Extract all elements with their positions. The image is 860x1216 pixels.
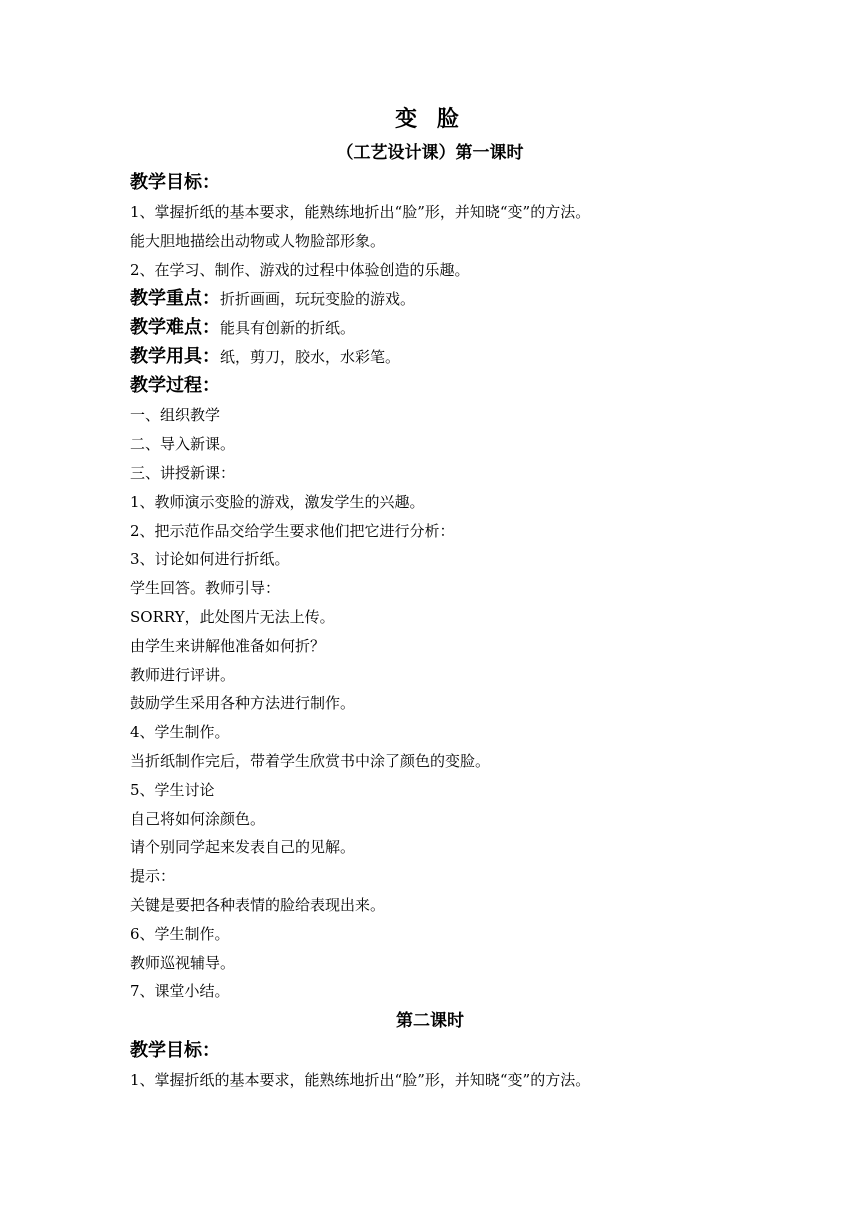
process-line: 4、学生制作。: [130, 723, 230, 742]
process-line: 三、讲授新课：: [130, 463, 236, 482]
document-subtitle: （工艺设计课）第一课时: [336, 143, 524, 163]
process-line: 5、学生讨论: [130, 780, 215, 799]
process-line: 教师巡视辅导。: [130, 953, 236, 972]
process-line: 6、学生制作。: [130, 924, 230, 943]
process-line: 7、课堂小结。: [130, 982, 230, 1001]
process-line: 关键是要把各种表情的脸给表现出来。: [130, 895, 386, 914]
process-line: 二、导入新课。: [130, 435, 236, 454]
document-page: [130, 100, 730, 1095]
process-line: 3、讨论如何进行折纸。: [130, 550, 290, 569]
key-point-row: [130, 284, 730, 313]
process-line: 由学生来讲解他准备如何折？: [130, 636, 326, 655]
difficulty-label: 教学难点：: [130, 317, 220, 339]
process-list: [130, 401, 730, 1006]
process-line: 1、教师演示变脸的游戏，激发学生的兴趣。: [130, 492, 425, 511]
process-line: 学生回答。教师引导：: [130, 579, 281, 598]
process-line: 鼓励学生采用各种方法进行制作。: [130, 694, 356, 713]
objective-line: 1、掌握折纸的基本要求，能熟练地折出“脸”形，并知晓“变”的方法。: [130, 203, 591, 221]
process-line: 请个别同学起来发表自己的见解。: [130, 838, 356, 857]
key-point-text: 折折画画，玩玩变脸的游戏。: [220, 290, 416, 309]
session2-objective-line: 1、掌握折纸的基本要求，能熟练地折出“脸”形，并知晓“变”的方法。: [130, 1071, 591, 1090]
process-line: 教师进行评讲。: [130, 665, 236, 684]
process-heading: 教学过程：: [130, 375, 220, 397]
difficulty-row: [130, 313, 730, 342]
objectives-heading: 教学目标：: [130, 172, 220, 193]
objective-line: 2、在学习、制作、游戏的过程中体验创造的乐趣。: [130, 260, 470, 279]
process-line: 当折纸制作完后，带着学生欣赏书中涂了颜色的变脸。: [130, 751, 491, 770]
tools-text: 纸，剪刀，胶水，水彩笔。: [220, 348, 401, 367]
process-line: 2、把示范作品交给学生要求他们把它进行分析：: [130, 521, 455, 540]
tools-row: [130, 342, 730, 371]
process-line: 提示：: [130, 867, 176, 886]
objective-line: 能大胆地描绘出动物或人物脸部形象。: [130, 231, 386, 250]
session2-objectives-heading: 教学目标：: [130, 1040, 220, 1062]
process-line: 一、组织教学: [130, 406, 221, 425]
session2-title: 第二课时: [396, 1011, 464, 1032]
document-title: 变 脸: [395, 106, 465, 132]
process-line: SORRY，此处图片无法上传。: [130, 607, 335, 626]
tools-label: 教学用具：: [130, 346, 220, 368]
difficulty-text: 能具有创新的折纸。: [220, 319, 356, 338]
key-point-label: 教学重点：: [130, 288, 220, 310]
process-line: 自己将如何涂颜色。: [130, 809, 266, 828]
